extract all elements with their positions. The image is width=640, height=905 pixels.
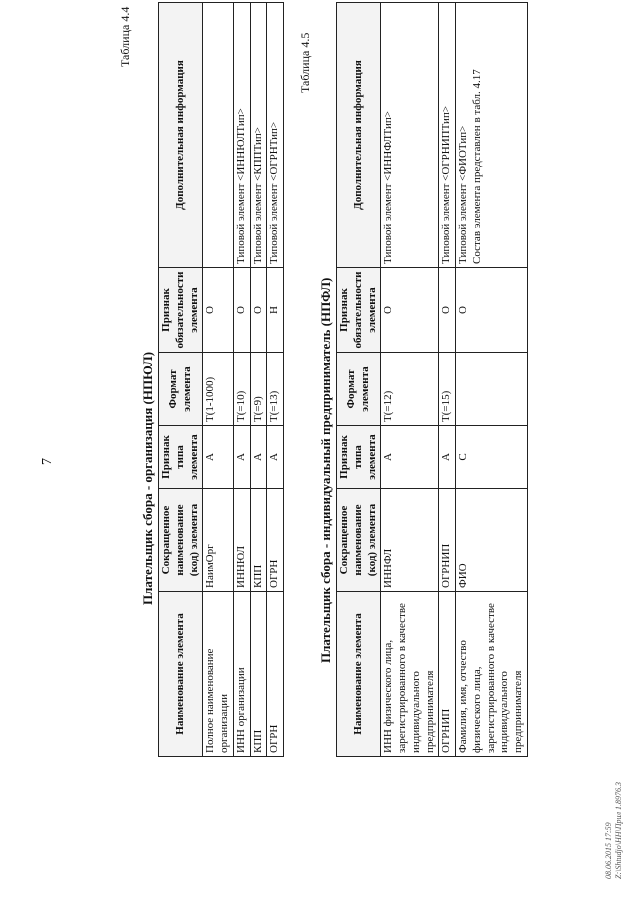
cell-required: О — [381, 268, 439, 353]
cell-info — [456, 3, 528, 268]
cell-format: Т(=12) — [381, 353, 439, 426]
cell-code: ФИО — [456, 489, 528, 592]
cell-required: О — [203, 268, 234, 353]
cell-format: Т(1-1000) — [203, 353, 234, 426]
table-row — [381, 3, 439, 757]
cell-type: А — [439, 426, 456, 489]
cell-info: Типовой элемент <ОГРНИПТип> — [439, 3, 456, 268]
table-row — [456, 3, 528, 757]
cell-format: Т(=9) — [250, 353, 267, 426]
cell-format: Т(=10) — [233, 353, 250, 426]
cell-code: НаимОрг — [203, 489, 234, 592]
cell-type: А — [381, 426, 439, 489]
cell-code: КПП — [250, 489, 267, 592]
header-type: Признак типа элемента — [337, 426, 381, 489]
header-code: Сокращенное наименование (код) элемента — [337, 489, 381, 592]
cell-format — [456, 353, 528, 426]
cell-type: А — [250, 426, 267, 489]
cell-name: ИНН организации — [233, 592, 250, 757]
cell-info: Типовой элемент <КППТип> — [250, 3, 267, 268]
table-row — [267, 3, 284, 757]
table-caption-4-5: Плательщик сбора - индивидуальный предприниматель (НПФЛ) — [318, 277, 333, 663]
cell-info: Типовой элемент <ИННФЛТип> — [381, 3, 439, 268]
footer-timestamp: 08.06.2015 17:59 — [604, 822, 613, 879]
cell-name: ИНН физического лица, зарегистрированного в качестве индивидуального предпринимателя — [381, 592, 439, 757]
footer-path: Z:\Shtudjo\НН\Прил 1.8976.3 — [613, 781, 623, 879]
table-4-5 — [336, 2, 528, 757]
table-header-row — [159, 3, 203, 757]
cell-code: ОГРН — [267, 489, 284, 592]
cell-required: Н — [267, 268, 284, 353]
header-type: Признак типа элемента — [159, 426, 203, 489]
header-code: Сокращенное наименование (код) элемента — [159, 489, 203, 592]
table-row — [203, 3, 234, 757]
table-header-row — [337, 3, 381, 757]
page-number: 7 — [40, 458, 55, 465]
table-row — [233, 3, 250, 757]
file-footer — [604, 782, 623, 879]
table-caption-4-4: Плательщик сбора - организация (НПЮЛ) — [140, 351, 155, 605]
cell-name: ОГРН — [267, 592, 284, 757]
table-label-4-4: Таблица 4.4 — [118, 6, 132, 67]
header-format: Формат элемента — [159, 353, 203, 426]
table-label-4-5: Таблица 4.5 — [298, 32, 312, 93]
cell-name: Полное наименование организации — [203, 592, 234, 757]
cell-required: О — [456, 268, 528, 353]
table-row — [439, 3, 456, 757]
header-name: Наименование элемента — [337, 592, 381, 757]
cell-code: ИННФЛ — [381, 489, 439, 592]
cell-required: О — [439, 268, 456, 353]
cell-name: ОГРНИП — [439, 592, 456, 757]
header-required: Признак обязательности элемента — [159, 268, 203, 353]
table-4-4 — [158, 2, 284, 757]
cell-info-line: Типовой элемент <ФИОТип> — [457, 125, 469, 264]
cell-type: А — [233, 426, 250, 489]
cell-type: А — [267, 426, 284, 489]
cell-name: КПП — [250, 592, 267, 757]
cell-type: А — [203, 426, 234, 489]
cell-format: Т(=15) — [439, 353, 456, 426]
cell-format: Т(=13) — [267, 353, 284, 426]
cell-name: Фамилия, имя, отчество физического лица, зарегистрированного в качестве индивидуального предпринимателя — [456, 592, 528, 757]
header-info: Дополнительная информация — [159, 3, 203, 268]
cell-info-line: Состав элемента представлен в табл. 4.17 — [470, 69, 483, 264]
cell-code: ИННЮЛ — [233, 489, 250, 592]
cell-info: Типовой элемент <ОГРНТип> — [267, 3, 284, 268]
cell-required: О — [250, 268, 267, 353]
cell-required: О — [233, 268, 250, 353]
header-info: Дополнительная информация — [337, 3, 381, 268]
cell-info — [203, 3, 234, 268]
cell-code: ОГРНИП — [439, 489, 456, 592]
table-row — [250, 3, 267, 757]
header-required: Признак обязательности элемента — [337, 268, 381, 353]
header-name: Наименование элемента — [159, 592, 203, 757]
cell-info: Типовой элемент <ИННЮЛТип> — [233, 3, 250, 268]
cell-type: С — [456, 426, 528, 489]
header-format: Формат элемента — [337, 353, 381, 426]
